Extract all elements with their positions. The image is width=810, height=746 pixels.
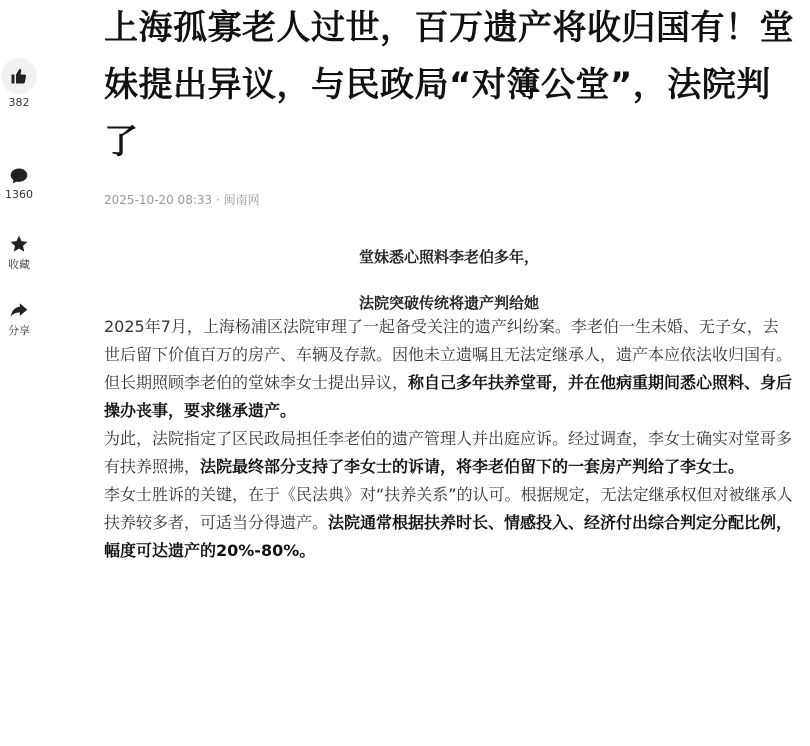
article <box>104 0 794 565</box>
paragraph-bold-text: 法院最终部分支持了李女士的诉请，将李老伯留下的一套房产判给了李女士。 <box>200 457 745 476</box>
paragraph-text: 李女士胜诉的关键，在于《民法典》对“扶养关系”的认可。根据规定，无法定继承权但对被继承人扶养较多者，可适当分得遗产。 <box>104 485 793 532</box>
share-label: 分享 <box>8 324 30 337</box>
share-arrow-icon <box>9 300 29 320</box>
paragraph-3 <box>104 425 794 481</box>
article-meta <box>104 191 794 208</box>
publish-date: 2025-10-20 08:33 <box>104 193 213 207</box>
subhead-1: 堂妹悉心照料李老伯多年， <box>358 248 539 266</box>
paragraph-bold-text: 法院通常根据扶养时长、情感投入、经济付出综合判定分配比例，幅度可达遗产的20%-80%。 <box>104 513 793 560</box>
like-icon-circle <box>1 58 37 94</box>
paragraph-1 <box>104 313 794 369</box>
paragraph-2 <box>104 369 794 425</box>
paragraph-text: 为此，法院指定了区民政局担任李老伯的遗产管理人并出庭应诉。经过调查，李女士确实对堂哥多有扶养照拂， <box>104 429 793 476</box>
comment-button[interactable] <box>0 166 38 201</box>
like-button[interactable] <box>0 58 38 109</box>
star-icon <box>9 234 29 254</box>
article-title: 上海孤寡老人过世，百万遗产将收归国有！堂妹提出异议，与民政局“对簿公堂”，法院判了 <box>104 8 794 162</box>
paragraph-bold-text: 称自己多年扶养堂哥，并在他病重期间悉心照料、身后操办丧事，要求继承遗产。 <box>104 373 793 420</box>
favorite-button[interactable] <box>0 234 38 272</box>
paragraph-text: 但长期照顾李老伯的堂妹李女士提出异议， <box>104 373 409 392</box>
meta-separator: · <box>215 193 220 207</box>
like-count: 382 <box>8 96 30 109</box>
article-source[interactable]: 闽南网 <box>223 193 260 207</box>
thumbs-up-icon <box>10 67 28 85</box>
comment-icon <box>9 166 29 186</box>
favorite-label: 收藏 <box>8 258 30 271</box>
paragraph-4 <box>104 481 794 565</box>
share-button[interactable] <box>0 300 38 338</box>
subhead-2: 法院突破传统将遗产判给她 <box>358 294 539 312</box>
comment-count: 1360 <box>5 188 33 201</box>
paragraph-text: 2025年7月，上海杨浦区法院审理了一起备受关注的遗产纠纷案。李老伯一生未婚、无子女，去世后留下价值百万的房产、车辆及存款。因他未立遗嘱且无法定继承人，遗产本应依法收归国有。 <box>104 317 793 364</box>
